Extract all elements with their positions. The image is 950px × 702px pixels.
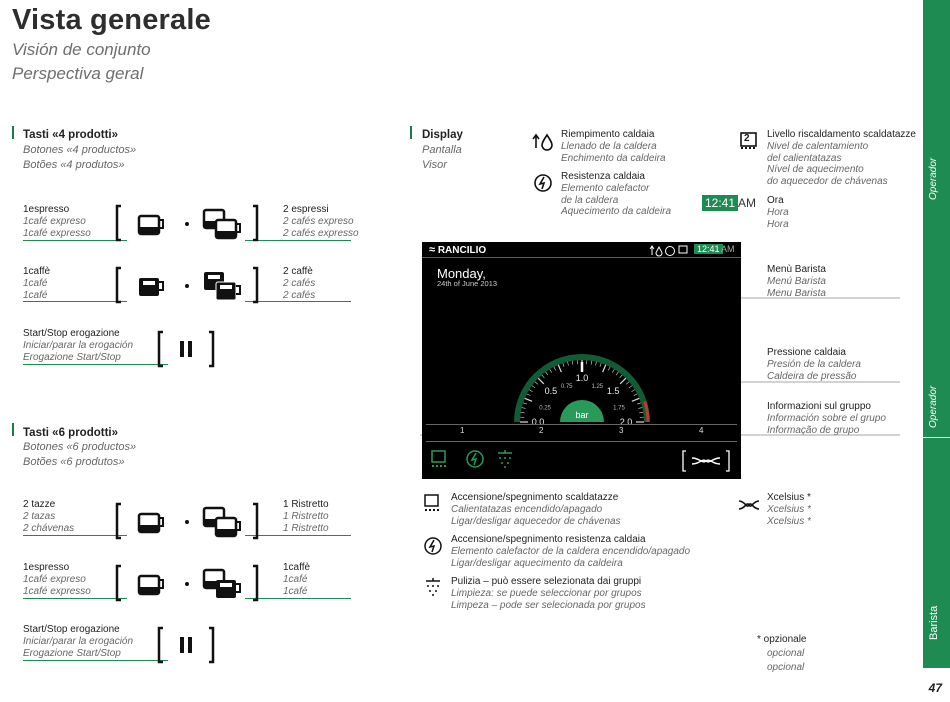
pause-icon [180, 341, 192, 357]
single-cup-icon [139, 576, 163, 594]
label-es-2: de la caldera [561, 194, 619, 206]
label-it: Accensione/spegnimento scaldatazze [451, 492, 619, 503]
boiler-heater-icon [533, 173, 553, 193]
label-it: 2 tazze [23, 499, 56, 510]
buttons6-row1-keypad[interactable] [113, 500, 263, 542]
buttons6-row2-keypad[interactable] [113, 562, 263, 604]
label-it: Resistenza caldaia [561, 171, 645, 182]
display-heading: Display [422, 129, 463, 141]
leader-line [23, 660, 168, 661]
heater-icon [423, 536, 443, 556]
cupwarmer-icon [423, 493, 443, 513]
gauge-label: 1.25 [591, 384, 604, 391]
label-es: Menú Barista [767, 276, 826, 287]
section-sidebar [923, 0, 950, 668]
label-pt: 1café [23, 289, 48, 301]
label-es: Elemento calefactor de la caldera encendido/apagado [451, 546, 691, 557]
gauge-label: 0.5 [544, 385, 558, 396]
label-it: 2 caffè [283, 266, 313, 277]
label-it: Livello riscaldamento scaldatazze [767, 129, 916, 140]
legend-clean [451, 576, 646, 611]
double-cup-icon [204, 508, 240, 536]
label-it: Menù Barista [767, 264, 826, 275]
label-es: 2 tazas [23, 511, 56, 522]
label-es: Información sobre el grupo [767, 413, 886, 424]
gauge-label: 1.0 [575, 373, 589, 383]
group-number: 1 [460, 426, 465, 435]
label-it: Xcelsius * [767, 492, 811, 503]
clean-icon [424, 577, 444, 597]
label-pt: 2 cafés expresso [283, 227, 359, 239]
screen-clock-time: 12:41 [697, 244, 720, 254]
clean-icon [498, 450, 512, 468]
page-subtitle-pt: Perspectiva geral [12, 64, 144, 83]
label-pt: Erogazione Start/Stop [23, 647, 121, 659]
label-es: Limpieza: se puede seleccionar por grupos [451, 588, 642, 599]
label-es: 2 cafés expreso [283, 216, 354, 227]
label-it: Start/Stop erogazione [23, 624, 120, 635]
label-pt: Menu Barista [767, 287, 826, 299]
label-pt: Erogazione Start/Stop [23, 351, 121, 363]
label-pt: 1café [283, 585, 308, 597]
brand-text: RANCILIO [437, 245, 487, 256]
buttons4-row2-keypad[interactable] [113, 264, 263, 306]
screen-clock [694, 244, 723, 254]
sidebar-label-operador-2: Operador [928, 385, 939, 428]
section-marker [12, 423, 14, 436]
group-bar-top [426, 424, 737, 425]
group-bar-bottom [426, 441, 737, 442]
sidebar-label-barista: Barista [928, 605, 940, 640]
cupwarmer-level-icon [739, 132, 757, 150]
label-es: Xcelsius * [767, 504, 811, 515]
cupwarmer-level-text [767, 129, 916, 187]
buttons4-heading-pt: Botões «4 produtos» [23, 159, 125, 171]
label-pt: 1café expresso [23, 227, 91, 239]
label-it: 1caffè [23, 266, 51, 277]
gauge-label: 0.75 [560, 384, 573, 391]
label-pt: Caldeira de pressão [767, 370, 857, 382]
section-marker [410, 126, 412, 139]
legend-cupwarmer [451, 492, 621, 527]
group-number: 2 [539, 426, 544, 435]
xcelsius-icon [738, 498, 760, 512]
single-caffe-icon [139, 278, 163, 296]
label-pt: Informação de grupo [767, 424, 860, 436]
clock-time: 12:41 [705, 196, 736, 210]
label-it: * opzionale [757, 634, 807, 645]
screen-header-divider [422, 257, 741, 258]
group-number: 4 [699, 426, 704, 435]
cupwarmer-icon [432, 451, 446, 467]
clock-badge [702, 195, 738, 211]
label-pt: 1 Ristretto [283, 522, 329, 534]
leader-line [23, 364, 168, 365]
label-pt: Xcelsius * [767, 515, 811, 527]
label-it: Pulizia – può essere selezionata dai gruppi [451, 576, 642, 587]
double-caffe-icon [204, 570, 240, 598]
label-es: 1café expreso [23, 574, 86, 585]
label-it: 2 espressi [283, 204, 329, 215]
optional-note [757, 634, 806, 673]
label-es: Iniciar/parar la erogación [23, 636, 134, 647]
label-pt: 1café expresso [23, 585, 91, 597]
label-it: Ora [767, 195, 784, 206]
screen-clock-ampm: AM [721, 244, 735, 254]
label-pt: opcional [767, 661, 805, 673]
boiler-fill-text [561, 129, 666, 164]
gauge-label: 0.0 [531, 417, 545, 424]
leader-line [23, 240, 127, 241]
buttons6-row2-left-text [23, 562, 91, 597]
label-es: 1café [283, 574, 308, 585]
label-es: Hora [767, 207, 789, 218]
page-number: 47 [928, 681, 942, 695]
label-pt: 2 chávenas [23, 522, 75, 534]
label-pt: Nível de aquecimento [767, 164, 864, 175]
label-it: 1 Ristretto [283, 499, 329, 510]
label-it: Informazioni sul gruppo [767, 401, 871, 412]
label-it: Start/Stop erogazione [23, 328, 120, 339]
display-heading-es: Pantalla [422, 144, 462, 156]
legend-heater [451, 534, 690, 569]
label-es: 2 cafés [283, 278, 316, 289]
label-it: Pressione caldaia [767, 347, 846, 358]
leader-line [23, 598, 127, 599]
label-es: Calientatazas encendido/apagado [451, 504, 603, 515]
section-marker [12, 126, 14, 139]
label-es: opcional [767, 648, 805, 659]
display-heading-pt: Visor [422, 159, 447, 171]
group-number: 3 [619, 426, 624, 435]
label-pt: Ligar/desligar aquecedor de chávenas [451, 515, 621, 527]
buttons6-row1-left-text [23, 499, 74, 534]
buttons6-row3-left-text [23, 624, 133, 659]
label-pt: Hora [767, 218, 789, 230]
label-es: 1café expreso [23, 216, 86, 227]
leader-line [23, 301, 127, 302]
label-es: 1 Ristretto [283, 511, 329, 522]
buttons6-heading: Tasti «6 prodotti» [23, 427, 118, 439]
gauge-label: 2.0 [619, 417, 633, 424]
page-subtitle-es: Visión de conjunto [12, 40, 151, 59]
label-es: Nivel de calentamiento [767, 141, 869, 152]
cupwarmer-level-value: 2 [744, 133, 750, 144]
label-it: 1espresso [23, 562, 70, 573]
display-screen[interactable] [422, 242, 741, 479]
label-pt: 2 cafés [283, 289, 316, 301]
boiler-pressure-gauge [512, 352, 652, 424]
label-it: 1espresso [23, 204, 70, 215]
boiler-heater-text [561, 171, 671, 218]
buttons4-row1-right-text [283, 204, 359, 239]
buttons4-row1-keypad[interactable] [113, 202, 263, 244]
gauge-label: 0.25 [539, 405, 551, 412]
label-es-2: del calientatazas [767, 152, 842, 164]
label-pt: Aquecimento da caldeira [561, 206, 672, 217]
buttons6-heading-es: Botones «6 productos» [23, 441, 137, 453]
boiler-fill-icon [532, 132, 554, 152]
single-cup-icon [139, 216, 163, 234]
page-title: Vista generale [12, 4, 211, 36]
gauge-unit: bar [575, 410, 589, 420]
label-es: 1café [23, 278, 48, 289]
status-icons [649, 245, 689, 257]
buttons6-row2-right-text [283, 562, 310, 597]
buttons4-row2-right-text [283, 266, 315, 301]
label-pt: Enchimento da caldeira [561, 152, 666, 164]
buttons4-row1-left-text [23, 204, 91, 239]
sidebar-label-operador-1: Operador [928, 157, 939, 200]
legend-xcelsius [767, 492, 811, 527]
buttons4-start-stop-keypad[interactable] [155, 328, 217, 370]
buttons4-row3-left-text [23, 328, 133, 363]
xcelsius-screen-button[interactable] [680, 448, 732, 474]
time-text [767, 195, 789, 230]
pause-icon [180, 637, 192, 653]
label-it: Riempimento caldaia [561, 129, 655, 140]
label-pt: Limpeza – pode ser selecionada por grupos [451, 599, 646, 611]
buttons6-heading-pt: Botões «6 produtos» [23, 456, 125, 468]
label-es: Iniciar/parar la erogación [23, 340, 134, 351]
double-cup-icon [204, 210, 240, 238]
buttons4-heading-es: Botones «4 productos» [23, 144, 137, 156]
heater-icon [467, 451, 483, 467]
sidebar-divider [923, 437, 950, 438]
gauge-label: 1.75 [613, 405, 625, 412]
label-es: Llenado de la caldera [561, 141, 657, 152]
group-indicators [422, 426, 741, 440]
clock-ampm: AM [738, 196, 756, 210]
leader-line [23, 535, 127, 536]
screen-bottom-icons [430, 448, 520, 472]
label-it: 1caffè [283, 562, 311, 573]
rancilio-logo: ≈ RANCILIO [429, 244, 487, 256]
screen-day: Monday, [437, 266, 486, 281]
gauge-label: 1.5 [606, 385, 620, 396]
double-caffe-icon [204, 272, 240, 300]
label-pt: Ligar/desligar aquecimento da caldeira [451, 557, 623, 569]
label-es: Elemento calefactor [561, 183, 650, 194]
label-it: Accensione/spegnimento resistenza caldaia [451, 534, 646, 545]
label-es: Presión de la caldera [767, 359, 861, 370]
screen-date: 24th of June 2013 [437, 279, 498, 288]
buttons6-start-stop-keypad[interactable] [155, 624, 217, 666]
buttons4-heading: Tasti «4 prodotti» [23, 129, 118, 141]
buttons4-row2-left-text [23, 266, 50, 301]
label-pt-2: do aquecedor de chávenas [767, 175, 888, 187]
single-cup-icon [139, 514, 163, 532]
buttons6-row1-right-text [283, 499, 329, 534]
